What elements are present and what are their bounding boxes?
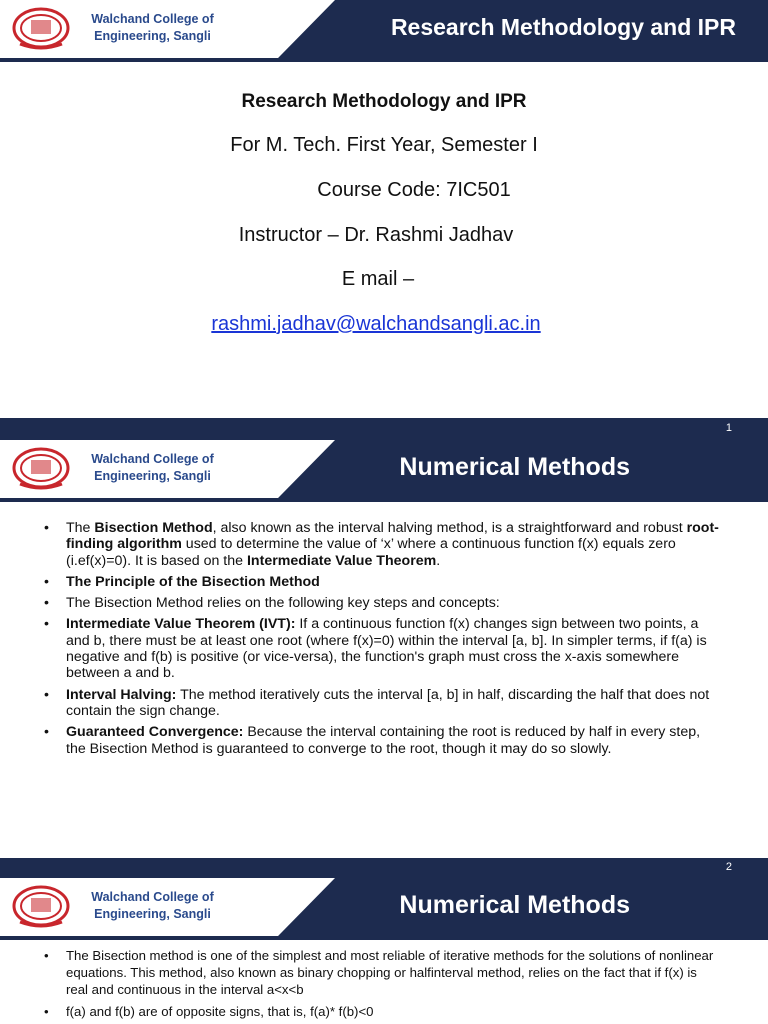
header-title: Research Methodology and IPR [390,14,736,40]
bullet-list [40,520,720,762]
text: The method iteratively cuts the interval [a, b] in half, discarding the half that does not contain the sign change. [66,686,710,719]
college-logo-icon [10,6,72,52]
header-title: Numerical Methods [399,453,630,481]
bold-text: Intermediate Value Theorem [246,552,437,569]
slide-title: Research Methodology and IPR [241,91,527,112]
bullet-item [40,616,720,681]
bold-text: root-finding algorithm [66,520,719,553]
email-link[interactable]: rashmi.jadhav@walchandsangli.ac.in [211,313,541,335]
college-logo-icon [10,884,72,930]
text: . [436,552,441,569]
course-code: Course Code: 7IC501 [317,179,511,201]
college-name: Walchand College of Engineering, Sangli [91,452,214,483]
bold-text: Intermediate Value Theorem (IVT): [66,616,296,633]
bold-text: Bisection Method [94,520,213,536]
text: , also known as the interval halving method, is a straightforward and robust [212,520,687,536]
page-number: 1 [725,422,732,434]
page-number: 2 [725,861,732,873]
text: The [66,520,95,536]
college-name: Walchand College of Engineering, Sangli [91,12,214,43]
bold-text: Interval Halving: [66,686,177,703]
text: used to determine the value of ‘x’ where a continuous function f(x) equals zero (i.ef(x)=0). It is based on the [66,536,676,569]
bullet-item [40,687,720,720]
email-label: E mail – [341,268,415,290]
bullet-item [40,574,720,590]
text: If a continuous function f(x) changes sign between two points, a and b, there must be at least one root (where f(x)=0) within the interval [a, b]. In simpler terms, if f(a) is negative and f(b) is positive (or vice-versa), the function's graph must cross the x-axis somewhere between a and b. [66,616,707,682]
audience-line: For M. Tech. First Year, Semester I [230,134,538,156]
text: f(a) and f(b) are of opposite signs, that is, f(a)* f(b)<0 [66,1004,374,1019]
bullet-item [40,595,720,611]
bullet-item [40,724,720,757]
slide-header [0,440,768,502]
bullet-item [40,520,720,569]
header-title: Numerical Methods [399,891,630,919]
bold-text: Guaranteed Convergence: [66,724,244,741]
bullet-item [40,1003,720,1020]
text: The Bisection Method relies on the following key steps and concepts: [66,595,500,612]
text: The Bisection method is one of the simplest and most reliable of iterative methods for the solutions of nonlinear equations. This method, also known as binary chopping or halfinterval method, relies on the fact that if f(x) is real and continuous in the interval a<x<b [66,948,714,997]
text: Because the interval containing the root is reduced by half in every step, the Bisection Method is guaranteed to converge to the root, though it may do so slowly. [66,724,701,757]
instructor-line: Instructor – Dr. Rashmi Jadhav [238,224,514,246]
slide-header [0,878,768,940]
bullet-list [40,947,720,1024]
slide-3 [0,878,768,1024]
college-logo-icon [10,446,72,492]
bold-text: The Principle of the Bisection Method [66,573,320,590]
slide-header [0,0,768,62]
college-name: Walchand College of Engineering, Sangli [91,890,214,921]
slide-2 [0,440,768,858]
bullet-item [40,947,720,998]
email-line [0,313,760,336]
slide-separator [0,858,768,878]
slide-separator [0,418,768,440]
slide-1 [0,0,768,418]
